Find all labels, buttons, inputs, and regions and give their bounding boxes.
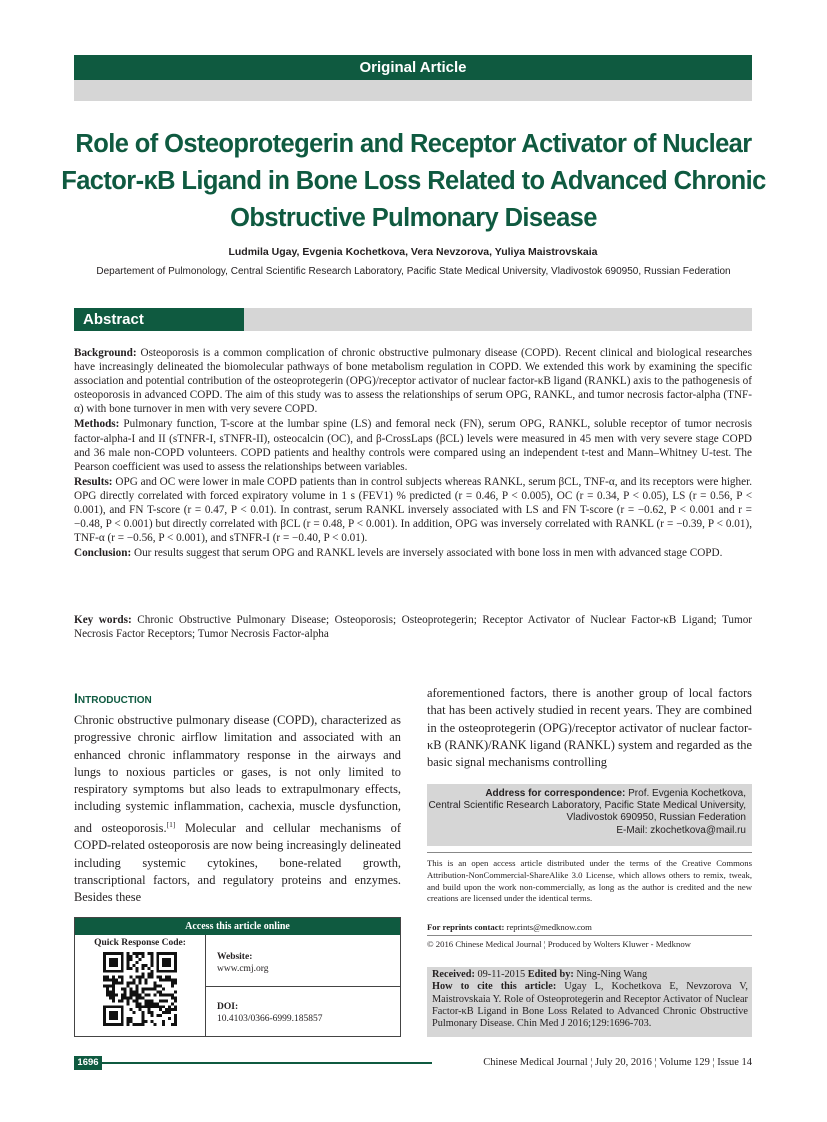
access-heading: Access this article online [75,918,400,935]
reference-1-link[interactable]: [1] [166,819,176,829]
edited-by: Ning-Ning Wang [576,969,648,980]
license-text: This is an open access article distributed under the terms of the Creative Commons Attribution-NonCommercial-ShareAlike 3.0 License, which allows others to remix, tweak, and build upon the work non-commercially, as long as the author is credited and the new creations are licensed under the identical terms. [427,858,752,904]
qr-code-icon[interactable] [103,952,177,1026]
correspondence-line-2: Vladivostok 690950, Russian Federation [566,812,746,824]
received-label: Received: [432,969,475,980]
introduction-right-column: aforementioned factors, there is another group of local factors that has been actively studied in recent years. They are combined in the osteoprotegerin (OPG)/receptor activator of nuclear factor-κB (RANK)/RANK ligand (RANKL) system and regarded as the basic signal mechanisms controlling [427,686,752,770]
abstract-methods [74,417,752,473]
website-label: Website: [217,952,253,962]
cite-label: How to cite this article: [432,981,557,993]
access-divider [205,986,400,987]
correspondence-box [427,784,752,846]
page-footer [74,1056,752,1070]
article-title: Role of Osteoprotegerin and Receptor Activator of Nuclear Factor-κB Ligand in Bone Loss Related to Advanced Chronic Obstructive Pulmonary Disease [61,130,766,232]
qr-label: Quick Response Code: [94,938,186,948]
divider [427,935,752,936]
article-type-label: Original Article [74,55,752,80]
keywords-text: Chronic Obstructive Pulmonary Disease; Osteoporosis; Osteoprotegerin; Receptor Activator of Nuclear Factor-κB Ligand; Tumor Necrosis Factor Receptors; Tumor Necrosis Factor-alpha [74,614,753,641]
journal-info: Chinese Medical Journal ¦ July 20, 2016 ¦ Volume 129 ¦ Issue 14 [483,1057,752,1068]
correspondence-email[interactable]: E-Mail: zkochetkova@mail.ru [616,824,746,836]
citation-box [427,967,752,1037]
how-to-cite [432,981,748,1030]
website-link[interactable]: www.cmj.org [217,963,269,974]
abstract-heading: Abstract [74,308,244,331]
abstract-conclusion [74,546,752,560]
intro-paragraph-1b: Molecular and cellular mechanisms of COPD-related osteoporosis are now being increasingly delineated including systemic cytokines, bone-related growth, transcriptional factors, and regulatory proteins and enzymes. Besides these [74,820,401,905]
introduction-left-column [74,712,401,906]
background-label: Background: [74,347,137,359]
intro-paragraph-1: Chronic obstructive pulmonary disease (COPD), characterized as progressive chronic airflow limitation and associated with an enhanced chronic inflammatory response in the airways and lungs to noxious particles or gases, is not only limited to respiratory symptoms but also leads to extrapulmonary effects, including systemic inflammation, cachexia, muscle dysfunction, and osteoporosis. [74,713,401,835]
website-block [217,952,268,975]
reprints-contact [427,922,752,932]
qr-panel [75,935,206,1036]
results-text: OPG and OC were lower in male COPD patients than in control subjects whereas RANKL, serum βCL, TNF-α, and its receptors were higher. OPG directly correlated with forced expiratory volume in 1 s (FEV1) % predicted (r = 0.46, P < 0.005), OC (r = 0.34, P < 0.05), LS (r = 0.56, P < 0.001), and FN T-score (r = 0.47, P < 0.01). In contrast, serum RANKL inversely associated with LS and FN T-score (r = −0.62, P < 0.001 and r = −0.48, P < 0.001) but directly correlated with βCL (r = 0.48, P < 0.001). In addition, OPG was inversely correlated with RANKL (r = −0.39, P < 0.01), TNF-α (r = −0.56, P < 0.001), and sTNFR-I (r = −0.40, P < 0.01). [74,475,752,545]
introduction-heading [74,690,152,706]
conclusion-text: Our results suggest that serum OPG and RANKL levels are inversely associated with bone loss in men with advanced stage COPD. [134,547,723,560]
correspondence-line-1: Central Scientific Research Laboratory, Pacific State Medical University, [428,800,746,812]
doi-link[interactable]: 10.4103/0366-6999.185857 [217,1013,323,1024]
abstract-background [74,346,752,416]
abstract-body [74,346,752,561]
introduction-heading-text: Introduction [74,690,152,706]
reprints-email[interactable]: reprints@medknow.com [506,922,592,932]
keywords-label: Key words: [74,614,132,626]
cite-text: Ugay L, Kochetkova E, Nevzorova V, Maistrovskaia Y. Role of Osteoprotegerin and Receptor Activator of Nuclear Factor-κB Ligand in Bone Loss Related to Advanced Chronic Obstructive Pulmonary Disease. Chin Med J 2016;129:1696-703. [432,981,748,1030]
received-line [432,969,748,981]
methods-label: Methods: [74,418,120,431]
doi-block [217,1002,323,1025]
doi-label: DOI: [217,1002,239,1012]
correspondence-name: Prof. Evgenia Kochetkova, [628,788,746,799]
keywords [74,613,752,641]
banner-grey-strip [74,80,752,101]
reprints-label: For reprints contact: [427,922,505,932]
article-type-banner [74,55,752,101]
author-list: Ludmila Ugay, Evgenia Kochetkova, Vera Nevzorova, Yuliya Maistrovskaia [228,246,598,258]
conclusion-label: Conclusion: [74,547,132,560]
correspondence-line-name [427,788,746,800]
footer-rule [102,1062,432,1064]
background-text: Osteoporosis is a common complication of chronic obstructive pulmonary disease (COPD). Recent clinical and biological researches have increasingly delineated the biomolecular pathways of bone metabolism regulation in COPD. We extended this work by examining the specific association and potential contribution of the osteoprotegerin (OPG)/receptor activator of nuclear factor-κB ligand (RANKL) axis to the pathogenesis of osteoporosis in advanced COPD. The aim of this study was to assess the relationships of serum OPG, RANKL, and tumor necrosis factor-alpha (TNF-α) with bone turnover in men with very severe COPD. [74,347,753,416]
received-date: 09-11-2015 [477,969,526,980]
edited-label: Edited by: [527,969,574,980]
correspondence-label: Address for correspondence: [485,788,626,799]
access-online-box [74,917,401,1037]
divider [427,852,752,853]
page-number: 1696 [74,1056,102,1070]
results-label: Results: [74,475,113,488]
affiliation: Departement of Pulmonology, Central Scientific Research Laboratory, Pacific State Medical University, Vladivostok 690950, Russian Federation [96,266,731,277]
abstract-banner [74,308,752,331]
abstract-results [74,475,752,545]
methods-text: Pulmonary function, T-score at the lumbar spine (LS) and femoral neck (FN), serum OPG, RANKL, soluble receptor of tumor necrosis factor-alpha-I and II (sTNFR-I, sTNFR-II), osteocalcin (OC), and β-CrossLaps (βCL) levels were measured in 45 men with very severe stage COPD and 36 male non-COPD volunteers. COPD patients and healthy controls were compared using an independent t-test and Mann–Whitney U-test. The Pearson coefficient was used to assess the relationships between variables. [74,418,753,473]
copyright-line: © 2016 Chinese Medical Journal ¦ Produced by Wolters Kluwer - Medknow [427,939,691,949]
